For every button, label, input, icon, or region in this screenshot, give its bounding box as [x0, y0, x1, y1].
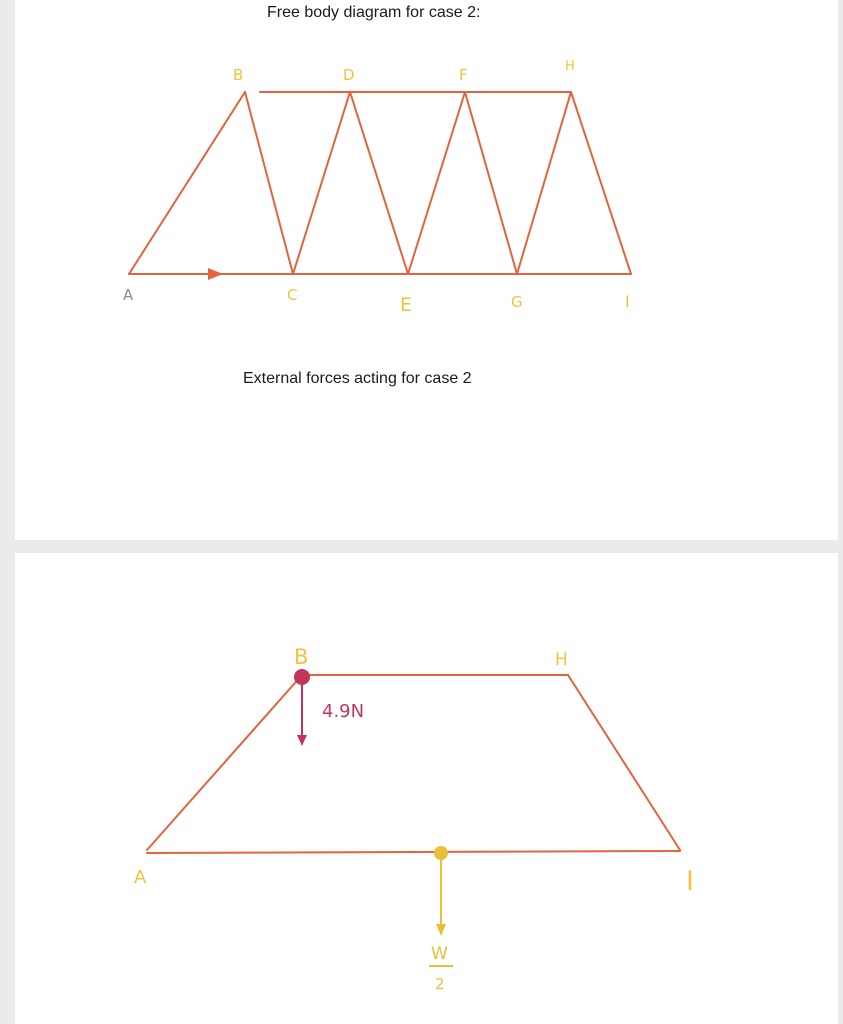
truss-node-labels: [123, 59, 630, 316]
force-b-label: 4.9N: [322, 701, 365, 722]
member-ab: [147, 675, 302, 850]
node-label-b: B: [233, 66, 244, 84]
arrow-head-icon: [208, 268, 223, 280]
member-fg: [465, 92, 517, 274]
truss-members: [129, 92, 631, 274]
node-label-b: B: [294, 645, 309, 669]
frame-members: [147, 675, 680, 853]
member-hi: [571, 92, 631, 274]
node-label-a: A: [134, 867, 147, 888]
forces-title: External forces acting for case 2: [243, 370, 472, 387]
member-hi: [568, 675, 680, 850]
member-gh: [517, 92, 571, 274]
diagram-title: Free body diagram for case 2:: [267, 4, 481, 21]
node-label-f: F: [459, 66, 468, 84]
force-b-arrow-icon: [297, 735, 307, 746]
node-label-i: I: [625, 292, 630, 311]
member-bc: [245, 92, 293, 274]
truss-diagram-panel: [15, 0, 838, 540]
node-label-i: I: [686, 866, 694, 897]
force-w-label: [429, 944, 453, 993]
member-ab: [129, 92, 245, 274]
node-label-h: H: [565, 59, 575, 74]
forces-diagram-panel: [15, 553, 838, 1024]
node-label-g: G: [511, 293, 523, 311]
node-label-c: C: [287, 286, 298, 304]
member-de: [350, 92, 408, 274]
truss-diagram: [15, 0, 838, 540]
node-label-h: H: [555, 650, 568, 670]
node-b-dot: [294, 669, 310, 685]
force-w-denominator: 2: [435, 975, 445, 993]
node-label-e: E: [400, 294, 413, 316]
force-w-arrow-icon: [436, 924, 446, 936]
member-ef: [408, 92, 465, 274]
member-cd: [293, 92, 350, 274]
forces-diagram: [15, 553, 838, 1024]
force-w-numerator: W: [431, 944, 448, 964]
node-mid-dot: [434, 846, 448, 860]
member-ai: [147, 851, 680, 853]
node-label-d: D: [343, 66, 355, 84]
node-label-a: A: [123, 286, 134, 304]
